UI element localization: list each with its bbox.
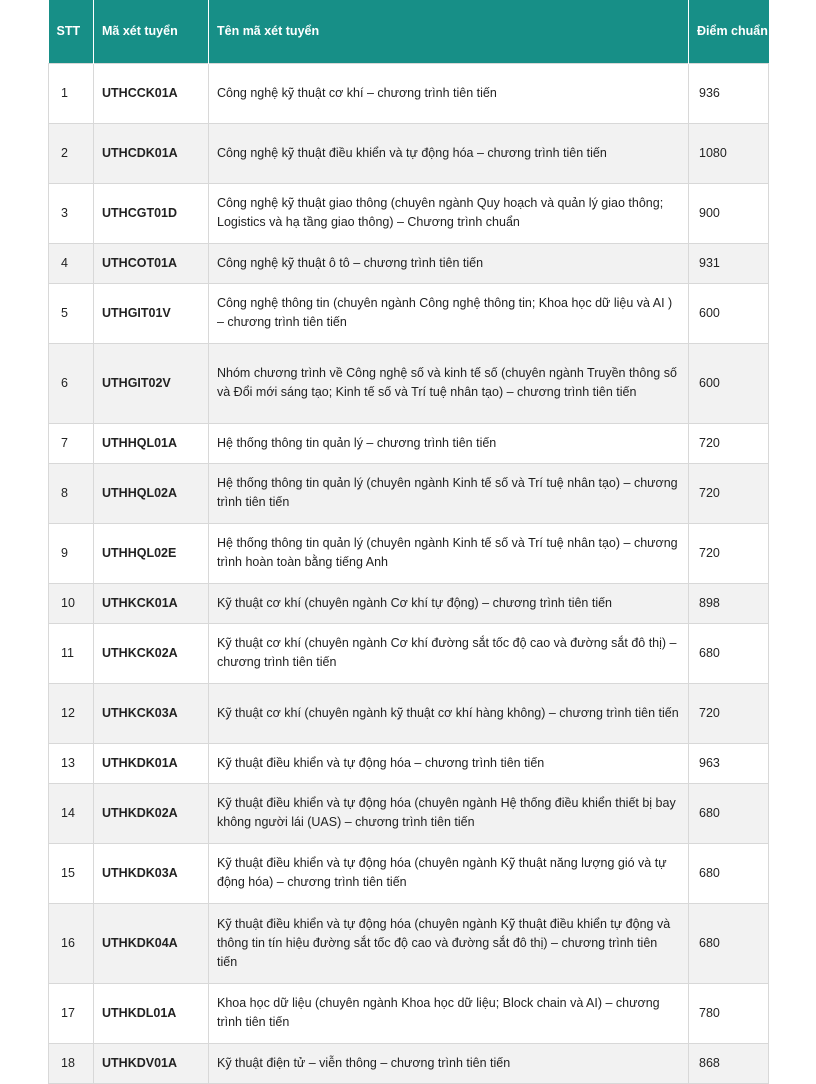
cell-score: 720 — [689, 683, 769, 743]
table-row — [49, 583, 769, 623]
cell-stt: 13 — [49, 743, 94, 783]
cell-score: 600 — [689, 343, 769, 423]
cell-code: UTHCDK01A — [94, 123, 209, 183]
admission-score-table — [48, 0, 769, 1084]
cell-name: Hệ thống thông tin quản lý (chuyên ngành Kinh tế số và Trí tuệ nhân tạo) – chương trình tiên tiến — [209, 463, 689, 523]
cell-name: Kỹ thuật cơ khí (chuyên ngành Cơ khí đường sắt tốc độ cao và đường sắt đô thị) – chương trình tiên tiến — [209, 623, 689, 683]
cell-stt: 16 — [49, 903, 94, 983]
table-row — [49, 463, 769, 523]
cell-name: Kỹ thuật điều khiển và tự động hóa (chuyên ngành Hệ thống điều khiển thiết bị bay không người lái (UAS) – chương trình tiên tiến — [209, 783, 689, 843]
cell-stt: 17 — [49, 983, 94, 1043]
table-row — [49, 423, 769, 463]
cell-stt: 10 — [49, 583, 94, 623]
cell-score: 931 — [689, 243, 769, 283]
cell-score: 720 — [689, 463, 769, 523]
table-row — [49, 743, 769, 783]
cell-code: UTHGIT02V — [94, 343, 209, 423]
cell-stt: 12 — [49, 683, 94, 743]
cell-stt: 3 — [49, 183, 94, 243]
cell-code: UTHKCK01A — [94, 583, 209, 623]
cell-code: UTHCGT01D — [94, 183, 209, 243]
cell-stt: 11 — [49, 623, 94, 683]
cell-name: Kỹ thuật cơ khí (chuyên ngành Cơ khí tự động) – chương trình tiên tiến — [209, 583, 689, 623]
cell-name: Hệ thống thông tin quản lý (chuyên ngành Kinh tế số và Trí tuệ nhân tạo) – chương trình hoàn toàn bằng tiếng Anh — [209, 523, 689, 583]
table-row — [49, 183, 769, 243]
cell-name: Kỹ thuật điện tử – viễn thông – chương trình tiên tiến — [209, 1043, 689, 1083]
cell-name: Kỹ thuật cơ khí (chuyên ngành kỹ thuật cơ khí hàng không) – chương trình tiên tiến — [209, 683, 689, 743]
cell-score: 963 — [689, 743, 769, 783]
cell-code: UTHKDK02A — [94, 783, 209, 843]
cell-name: Kỹ thuật điều khiển và tự động hóa (chuyên ngành Kỹ thuật điều khiển tự động và thông tin tín hiệu đường sắt tốc độ cao và đường sắt đô thị) – chương trình tiên tiến — [209, 903, 689, 983]
cell-code: UTHKDK04A — [94, 903, 209, 983]
table-row — [49, 903, 769, 983]
cell-score: 600 — [689, 283, 769, 343]
cell-stt: 18 — [49, 1043, 94, 1083]
cell-name: Công nghệ kỹ thuật giao thông (chuyên ngành Quy hoạch và quản lý giao thông; Logistics và hạ tầng giao thông) – Chương trình chuẩn — [209, 183, 689, 243]
table-row — [49, 123, 769, 183]
cell-stt: 5 — [49, 283, 94, 343]
table-row — [49, 843, 769, 903]
cell-code: UTHKCK03A — [94, 683, 209, 743]
table-row — [49, 523, 769, 583]
table-row — [49, 783, 769, 843]
cell-name: Nhóm chương trình về Công nghệ số và kinh tế số (chuyên ngành Truyền thông số và Đổi mới sáng tạo; Kinh tế số và Trí tuệ nhân tạo) – chương trình tiên tiến — [209, 343, 689, 423]
cell-stt: 2 — [49, 123, 94, 183]
cell-score: 900 — [689, 183, 769, 243]
cell-name: Công nghệ kỹ thuật điều khiển và tự động hóa – chương trình tiên tiến — [209, 123, 689, 183]
cell-stt: 1 — [49, 63, 94, 123]
cell-score: 898 — [689, 583, 769, 623]
table-row — [49, 63, 769, 123]
cell-name: Kỹ thuật điều khiển và tự động hóa (chuyên ngành Kỹ thuật năng lượng gió và tự động hóa) – chương trình tiên tiến — [209, 843, 689, 903]
table-row — [49, 983, 769, 1043]
cell-stt: 6 — [49, 343, 94, 423]
cell-stt: 4 — [49, 243, 94, 283]
cell-code: UTHHQL01A — [94, 423, 209, 463]
cell-name: Công nghệ thông tin (chuyên ngành Công nghệ thông tin; Khoa học dữ liệu và AI ) – chương trình tiên tiến — [209, 283, 689, 343]
cell-name: Công nghệ kỹ thuật ô tô – chương trình tiên tiến — [209, 243, 689, 283]
cell-code: UTHHQL02E — [94, 523, 209, 583]
cell-code: UTHHQL02A — [94, 463, 209, 523]
header-name: Tên mã xét tuyển — [209, 0, 689, 63]
cell-score: 680 — [689, 843, 769, 903]
header-stt: STT — [49, 0, 94, 63]
cell-score: 780 — [689, 983, 769, 1043]
cell-stt: 8 — [49, 463, 94, 523]
cell-name: Công nghệ kỹ thuật cơ khí – chương trình tiên tiến — [209, 63, 689, 123]
cell-score: 868 — [689, 1043, 769, 1083]
cell-name: Hệ thống thông tin quản lý – chương trình tiên tiến — [209, 423, 689, 463]
cell-stt: 15 — [49, 843, 94, 903]
table-header-row — [49, 0, 769, 63]
cell-stt: 9 — [49, 523, 94, 583]
cell-score: 1080 — [689, 123, 769, 183]
cell-score: 680 — [689, 623, 769, 683]
table-row — [49, 243, 769, 283]
cell-name: Khoa học dữ liệu (chuyên ngành Khoa học dữ liệu; Block chain và AI) – chương trình tiên tiến — [209, 983, 689, 1043]
header-code: Mã xét tuyển — [94, 0, 209, 63]
table-row — [49, 283, 769, 343]
table-row — [49, 343, 769, 423]
cell-code: UTHKDK03A — [94, 843, 209, 903]
cell-name: Kỹ thuật điều khiển và tự động hóa – chương trình tiên tiến — [209, 743, 689, 783]
cell-code: UTHKCK02A — [94, 623, 209, 683]
cell-code: UTHCCK01A — [94, 63, 209, 123]
table-row — [49, 1043, 769, 1083]
cell-score: 936 — [689, 63, 769, 123]
table-row — [49, 683, 769, 743]
cell-score: 720 — [689, 423, 769, 463]
cell-score: 720 — [689, 523, 769, 583]
cell-score: 680 — [689, 903, 769, 983]
cell-stt: 14 — [49, 783, 94, 843]
cell-code: UTHCOT01A — [94, 243, 209, 283]
cell-code: UTHKDV01A — [94, 1043, 209, 1083]
cell-score: 680 — [689, 783, 769, 843]
header-score: Điểm chuẩn — [689, 0, 769, 63]
cell-code: UTHKDL01A — [94, 983, 209, 1043]
table-row — [49, 623, 769, 683]
cell-code: UTHGIT01V — [94, 283, 209, 343]
cell-code: UTHKDK01A — [94, 743, 209, 783]
cell-stt: 7 — [49, 423, 94, 463]
